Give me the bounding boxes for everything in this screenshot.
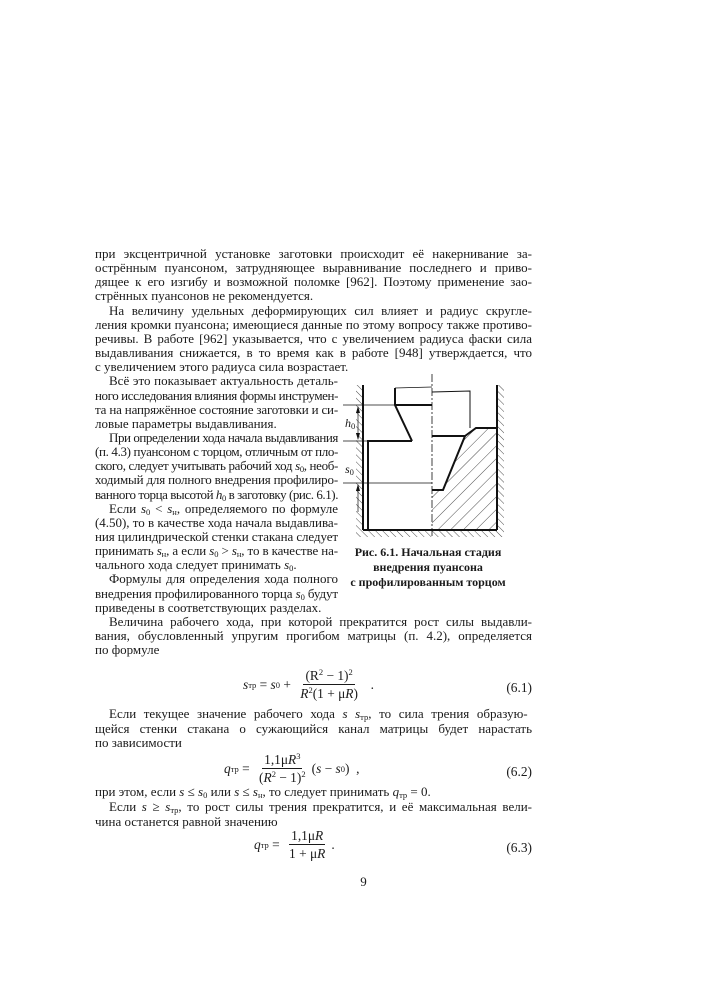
t: ) <box>353 686 358 701</box>
op: = <box>238 760 254 776</box>
math-variable: s <box>140 500 147 516</box>
t: . <box>363 676 374 692</box>
math-subscript: 0 <box>289 563 294 574</box>
math-variable: s <box>295 458 300 474</box>
math-subscript: н <box>172 506 177 517</box>
text-run: внедрения профилированного торца <box>95 585 296 601</box>
var: R <box>315 828 324 843</box>
text-run: принимать <box>95 543 157 559</box>
var: R <box>300 686 309 701</box>
math-variable: s <box>167 500 173 516</box>
fraction <box>287 828 327 861</box>
label-s0 <box>345 462 354 476</box>
text-run: Величина рабочего хода, при которой прекратится рост силы выдавли- <box>109 613 532 629</box>
text-run: Если <box>109 799 142 814</box>
text-run: та на напряжённое состояние заготовки и си- <box>95 401 338 417</box>
equation-number: (6.1) <box>506 680 532 695</box>
caption-line: внедрения пуансона <box>373 560 483 574</box>
text-run: ходимый для полного внедрения профилиро- <box>95 472 338 488</box>
text-run: При определении хода начала выдавливания <box>109 429 338 445</box>
math-variable: s <box>209 543 215 559</box>
math-variable: s <box>179 784 185 799</box>
math-variable: s <box>284 557 290 573</box>
math-subscript: н <box>161 549 167 560</box>
text-run: ния цилиндрической стенки стакана следует <box>95 529 338 544</box>
equation-number: (6.2) <box>506 764 532 779</box>
equation-number: (6.3) <box>506 840 532 855</box>
text-run: чина останется равной значению <box>95 814 278 829</box>
math-variable: s <box>355 706 361 721</box>
t: . <box>331 836 335 852</box>
text-run: щейся стенки стакана о сужающийся канал матрицы будет нарастать <box>95 721 532 736</box>
text-run: , то следует принимать <box>262 784 393 799</box>
text-run: будут <box>304 585 338 601</box>
text-run: , определяемого по формуле <box>176 500 338 516</box>
math-subscript: н <box>257 790 263 800</box>
text-run: при этом, если <box>95 784 180 799</box>
workpiece-left-outline <box>368 441 412 530</box>
sub: 0 <box>349 467 354 477</box>
text-run: или <box>207 784 235 799</box>
math-variable: s <box>198 784 204 799</box>
var: q <box>224 760 231 776</box>
text-run: вания, обусловленный упругим прогибом матрицы (п. 4.2), определяется <box>95 628 532 644</box>
text-run: чального хода следует принимать <box>95 557 285 573</box>
math-variable: h <box>215 486 222 502</box>
var: s <box>335 760 341 776</box>
text-run: Всё это показывает актуальность деталь- <box>109 373 338 389</box>
math-subscript: 0 <box>203 790 208 800</box>
text-run: Формулы для определения хода полного <box>109 571 338 587</box>
var: h <box>345 416 351 430</box>
text-run: стрённых пуансонов не рекомендуется. <box>95 288 314 304</box>
math-subscript: 0 <box>299 464 304 475</box>
math-variable: s <box>234 784 240 799</box>
t: − 1) <box>275 770 302 785</box>
text-run: при эксцентричной установке заготовки происходит её накернивание за- <box>95 246 532 261</box>
math-subscript: 0 <box>221 492 226 503</box>
text-run: ванного торца высотой <box>95 486 216 502</box>
text-run: > <box>218 543 232 559</box>
sub: 0 <box>351 421 356 431</box>
text-run: Если текущее значение рабочего хода <box>109 706 343 721</box>
op: = <box>256 676 271 692</box>
text-run: острённым пуансоном, затрудняющее выравнивание последнего и приво- <box>95 260 532 276</box>
figure-caption <box>350 545 505 590</box>
caption-line: с профилированным торцом <box>350 575 506 589</box>
math-subscript: 0 <box>146 506 151 517</box>
text-run: , то сила трения образую- <box>368 706 528 721</box>
t: 1 + μ <box>289 846 318 861</box>
text-run: На величину удельных деформирующих сил влияет и радиус скругле- <box>109 302 532 318</box>
label-h0 <box>345 416 355 430</box>
math-subscript: тр <box>170 805 179 815</box>
sup: 2 <box>348 667 353 677</box>
text-run: , то рост силы трения прекратится, и её максимальная вели- <box>178 799 532 814</box>
fraction <box>298 668 360 701</box>
punch-left-outline <box>395 388 412 441</box>
math-subscript: тр <box>399 790 408 800</box>
text-run: в заготовку (рис. 6.1). <box>225 486 339 502</box>
sup: 2 <box>318 667 324 677</box>
math-variable: s <box>295 585 301 601</box>
var: R <box>317 846 326 861</box>
die-wall-right-hatch <box>497 385 504 530</box>
var: R <box>263 770 272 785</box>
op: = <box>268 836 284 852</box>
var: s <box>270 676 276 692</box>
math-subscript: н <box>236 549 242 560</box>
denominator <box>257 769 308 785</box>
text-run: по зависимости <box>95 735 182 750</box>
text-run: приведены в соответствующих разделах. <box>95 599 322 615</box>
math-variable: s <box>156 543 162 559</box>
text-run: < <box>150 500 168 516</box>
page-number: 9 <box>360 874 367 889</box>
text-run: Если <box>109 500 141 516</box>
sup: 2 <box>308 685 313 695</box>
text-run: ления кромки пуансона; имеющиеся данные по этому вопросу также противо- <box>95 316 532 332</box>
die-bottom-hatch <box>356 530 504 537</box>
formula-6-3: q тр = $\frac{1,1\mu R}{1 + \mu R}$ . <box>254 828 335 861</box>
text-run: дящее к его изгибу и возможной поломке [962]. Поэтому применение зао- <box>95 274 532 290</box>
t: (R <box>305 668 319 683</box>
text-run: (п. 4.3) пуансоном с торцом, отличным от пло- <box>95 444 338 460</box>
math-variable: s <box>231 543 237 559</box>
text-run: речивы. В работе [962] указывается, что с увеличением радиуса фаски сила <box>95 330 532 346</box>
math-variable: s <box>165 799 171 814</box>
text-run: , а если <box>166 543 210 559</box>
t: (1 + μ <box>312 686 346 701</box>
text-run: по формуле <box>95 642 160 658</box>
punch-right-outline <box>432 391 470 428</box>
t: − <box>321 760 336 776</box>
formula-6-1: s тр = s 0 + $\frac{(R^2 - 1)^2}{R^2(1 + \mu R)}$ . <box>243 667 374 701</box>
numerator <box>289 828 325 845</box>
workpiece-section <box>432 428 497 530</box>
text-run: с увеличением этого радиуса сила возрастает. <box>95 359 349 375</box>
t: ( <box>259 770 264 785</box>
die-wall-left-hatch <box>356 385 363 530</box>
text-run: ≤ <box>184 784 198 799</box>
var: R <box>288 752 297 767</box>
sup: 3 <box>296 751 301 761</box>
text-run: = 0. <box>407 784 431 799</box>
t: 1,1μ <box>264 752 289 767</box>
math-subscript: 0 <box>214 549 219 560</box>
sup: 2 <box>271 769 276 779</box>
denominator <box>287 845 327 861</box>
math-variable: s <box>252 784 258 799</box>
text-run: , необ- <box>303 458 338 474</box>
text-run: ловые параметры выдавливания. <box>95 415 277 431</box>
op: + <box>280 676 295 692</box>
denominator <box>298 685 360 701</box>
fraction <box>257 752 308 785</box>
var: s <box>243 676 249 692</box>
numerator <box>262 752 302 769</box>
math-variable: s <box>342 706 348 721</box>
sup: 2 <box>301 769 306 779</box>
formula-6-2: q тр = $\frac{1,1\mu R^3}{(R^2 - 1)^2}$ ( s − s 0 ) , <box>224 751 360 785</box>
text-run: ≤ <box>239 784 253 799</box>
var: q <box>254 836 261 852</box>
text-run: ного исследования влияния формы инструмен- <box>95 387 338 403</box>
math-subscript: 0 <box>300 591 305 602</box>
text-run: . <box>293 557 297 573</box>
math-variable: q <box>392 784 400 799</box>
caption-line: Рис. 6.1. Начальная стадия <box>354 545 502 559</box>
numerator <box>303 668 354 685</box>
text-run: , то в качестве на- <box>241 543 338 559</box>
var: s <box>316 760 322 776</box>
text-run: выдавливания снижается, в то время как в работе [948] утверждается, что <box>95 345 532 361</box>
var: s <box>345 462 350 476</box>
t: ) , <box>345 760 360 776</box>
math-subscript: тр <box>360 712 369 722</box>
math-variable: s <box>141 799 147 814</box>
text-run: ского, следует учитывать рабочий ход <box>95 458 296 474</box>
text-run: (4.50), то в качестве хода начала выдавлива- <box>95 514 338 530</box>
t: − 1) <box>323 668 349 683</box>
t: 1,1μ <box>291 828 316 843</box>
text-run: ≥ <box>146 799 166 814</box>
t: ( <box>311 760 317 776</box>
var: R <box>345 686 354 701</box>
